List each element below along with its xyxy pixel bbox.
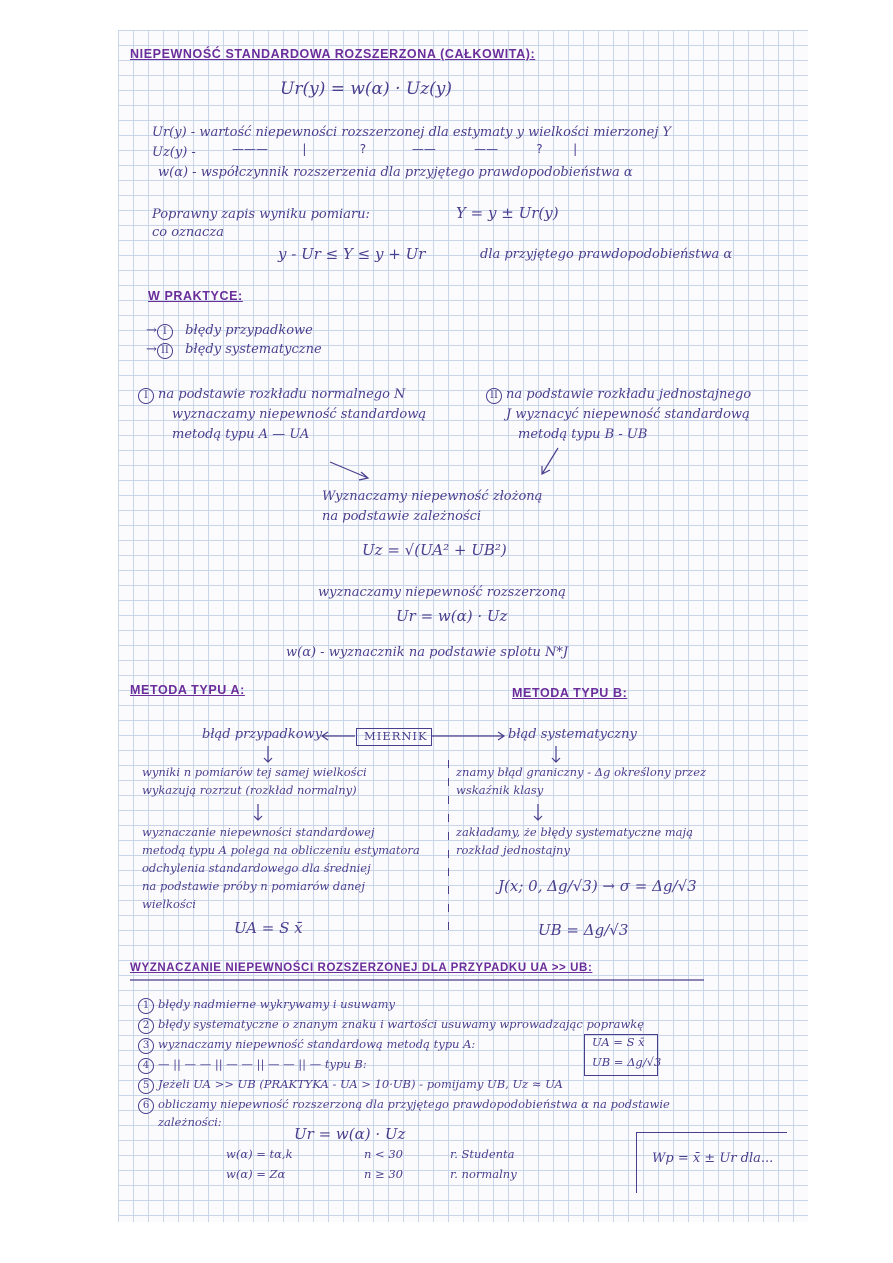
method-a-text-3: wyznaczanie niepewności standardowej bbox=[142, 825, 375, 839]
random-error-label: błąd przypadkowy bbox=[202, 727, 323, 742]
step-4: 4 — || — — || — — || — — || — typu B: bbox=[138, 1058, 367, 1074]
method-b-text-4: rozkład jednostajny bbox=[456, 843, 570, 857]
step-1: 1 błędy nadmierne wykrywamy i usuwamy bbox=[138, 998, 395, 1014]
method-a-text-7: wielkości bbox=[142, 897, 196, 911]
method-a-text-1: wyniki n pomiarów tej samej wielkości bbox=[142, 765, 367, 779]
case2-n: n ≥ 30 bbox=[364, 1167, 403, 1181]
method-a-text-6: na podstawie próby n pomiarów danej bbox=[142, 879, 365, 893]
type-b-line1: II na podstawie rozkładu jednostajnego bbox=[486, 388, 751, 404]
method-a-heading: METODA TYPU A: bbox=[130, 683, 245, 697]
arrows-layer bbox=[118, 30, 808, 1222]
type-b-line2: J wyznacyć niepewność standardową bbox=[506, 407, 750, 422]
main-formula: Ur(y) = w(α) · Uz(y) bbox=[280, 79, 453, 99]
practice-item-1: → I błędy przypadkowe bbox=[146, 323, 313, 338]
final-formula: Ur = w(α) · Uz bbox=[294, 1125, 406, 1143]
notebook-page bbox=[118, 30, 808, 1222]
combined-line4: w(α) - wyznacznik na podstawie splotu N*J bbox=[286, 645, 569, 660]
case2-distribution: r. normalny bbox=[450, 1167, 517, 1181]
box-ub: UB = Δg/√3 bbox=[592, 1055, 662, 1069]
method-b-text-2: wskaźnik klasy bbox=[456, 783, 544, 797]
combined-line2: na podstawie zależności bbox=[322, 509, 482, 524]
notation-line2: co oznacza bbox=[152, 225, 224, 240]
method-a-text-4: metodą typu A polega na obliczeniu estymatora bbox=[142, 843, 420, 857]
practice-heading: W PRAKTYCE: bbox=[148, 289, 243, 303]
notation-line1: Poprawny zapis wyniku pomiaru: bbox=[152, 207, 370, 222]
practice-item-1-text: błędy przypadkowe bbox=[185, 323, 313, 338]
notation-formula2: y - Ur ≤ Y ≤ y + Ur bbox=[278, 245, 426, 263]
combined-formula2: Ur = w(α) · Uz bbox=[396, 607, 508, 625]
item-number-2: II bbox=[157, 343, 173, 359]
method-a-text-5: odchylenia standardowego dla średniej bbox=[142, 861, 371, 875]
type-a-number: I bbox=[138, 388, 154, 404]
definition-uz: Uz(y) - bbox=[152, 145, 196, 160]
step-3: 3 wyznaczamy niepewność standardową metodą typu A: bbox=[138, 1038, 475, 1054]
definition-w: w(α) - współczynnik rozszerzenia dla przyjętego prawdopodobieństwa α bbox=[158, 165, 633, 180]
method-b-text-1: znamy błąd graniczny - Δg określony przez bbox=[456, 765, 707, 779]
type-a-line1: I na podstawie rozkładu normalnego N bbox=[138, 388, 405, 404]
method-a-formula: UA = S x̄ bbox=[234, 919, 303, 937]
ditto-marks: ——— | ? —— —— ? | bbox=[232, 142, 578, 156]
type-b-line3: metodą typu B - UB bbox=[518, 427, 648, 442]
case2-w: w(α) = Zα bbox=[226, 1167, 286, 1181]
result-formula: Wp = x̄ ± Ur dla... bbox=[652, 1151, 774, 1166]
systematic-error-label: błąd systematyczny bbox=[508, 727, 637, 742]
practice-item-2-text: błędy systematyczne bbox=[185, 342, 322, 357]
practice-item-2: → II błędy systematyczne bbox=[146, 342, 322, 357]
combined-line3: wyznaczamy niepewność rozszerzoną bbox=[318, 585, 566, 600]
item-number-1: I bbox=[157, 324, 173, 340]
notation-formula1: Y = y ± Ur(y) bbox=[456, 204, 559, 222]
method-b-heading: METODA TYPU B: bbox=[512, 686, 628, 700]
method-b-formula1: J(x; 0, Δg/√3) → σ = Δg/√3 bbox=[498, 877, 697, 895]
combined-line1: Wyznaczamy niepewność złożoną bbox=[322, 489, 543, 504]
step-6: 6 obliczamy niepewność rozszerzoną dla przyjętego prawdopodobieństwa α na podstawie bbox=[138, 1098, 670, 1114]
definition-ur: Ur(y) - wartość niepewności rozszerzonej dla estymaty y wielkości mierzonej Y bbox=[152, 125, 672, 140]
combined-formula: Uz = √(UA² + UB²) bbox=[362, 541, 507, 559]
method-a-text-2: wykazują rozrzut (rozkład normalny) bbox=[142, 783, 357, 797]
notation-note2: dla przyjętego prawdopodobieństwa α bbox=[480, 247, 733, 262]
type-b-number: II bbox=[486, 388, 502, 404]
case1-w: w(α) = tα,k bbox=[226, 1147, 293, 1161]
case1-distribution: r. Studenta bbox=[450, 1147, 515, 1161]
method-b-text-3: zakładamy, że błędy systematyczne mają bbox=[456, 825, 693, 839]
meter-label: MIERNIK bbox=[364, 729, 428, 743]
method-b-formula2: UB = Δg/√3 bbox=[538, 921, 629, 939]
final-heading: WYZNACZANIE NIEPEWNOŚCI ROZSZERZONEJ DLA PRZYPADKU UA >> UB: bbox=[130, 962, 593, 974]
step-6-continuation: zależności: bbox=[158, 1115, 222, 1129]
type-a-line2: wyznaczamy niepewność standardową bbox=[172, 407, 427, 422]
section-heading: NIEPEWNOŚĆ STANDARDOWA ROZSZERZONA (CAŁKOWITA): bbox=[130, 47, 536, 61]
box-ua: UA = S x̄ bbox=[592, 1035, 645, 1049]
case1-n: n < 30 bbox=[364, 1147, 403, 1161]
step-5: 5 Jeżeli UA >> UB (PRAKTYKA - UA > 10·UB) - pomijamy UB, Uz ≈ UA bbox=[138, 1078, 563, 1094]
arrow-a-to-combined bbox=[330, 462, 368, 478]
type-a-line3: metodą typu A — UA bbox=[172, 427, 310, 442]
step-2: 2 błędy systematyczne o znanym znaku i wartości usuwamy wprowadzając poprawkę bbox=[138, 1018, 644, 1034]
